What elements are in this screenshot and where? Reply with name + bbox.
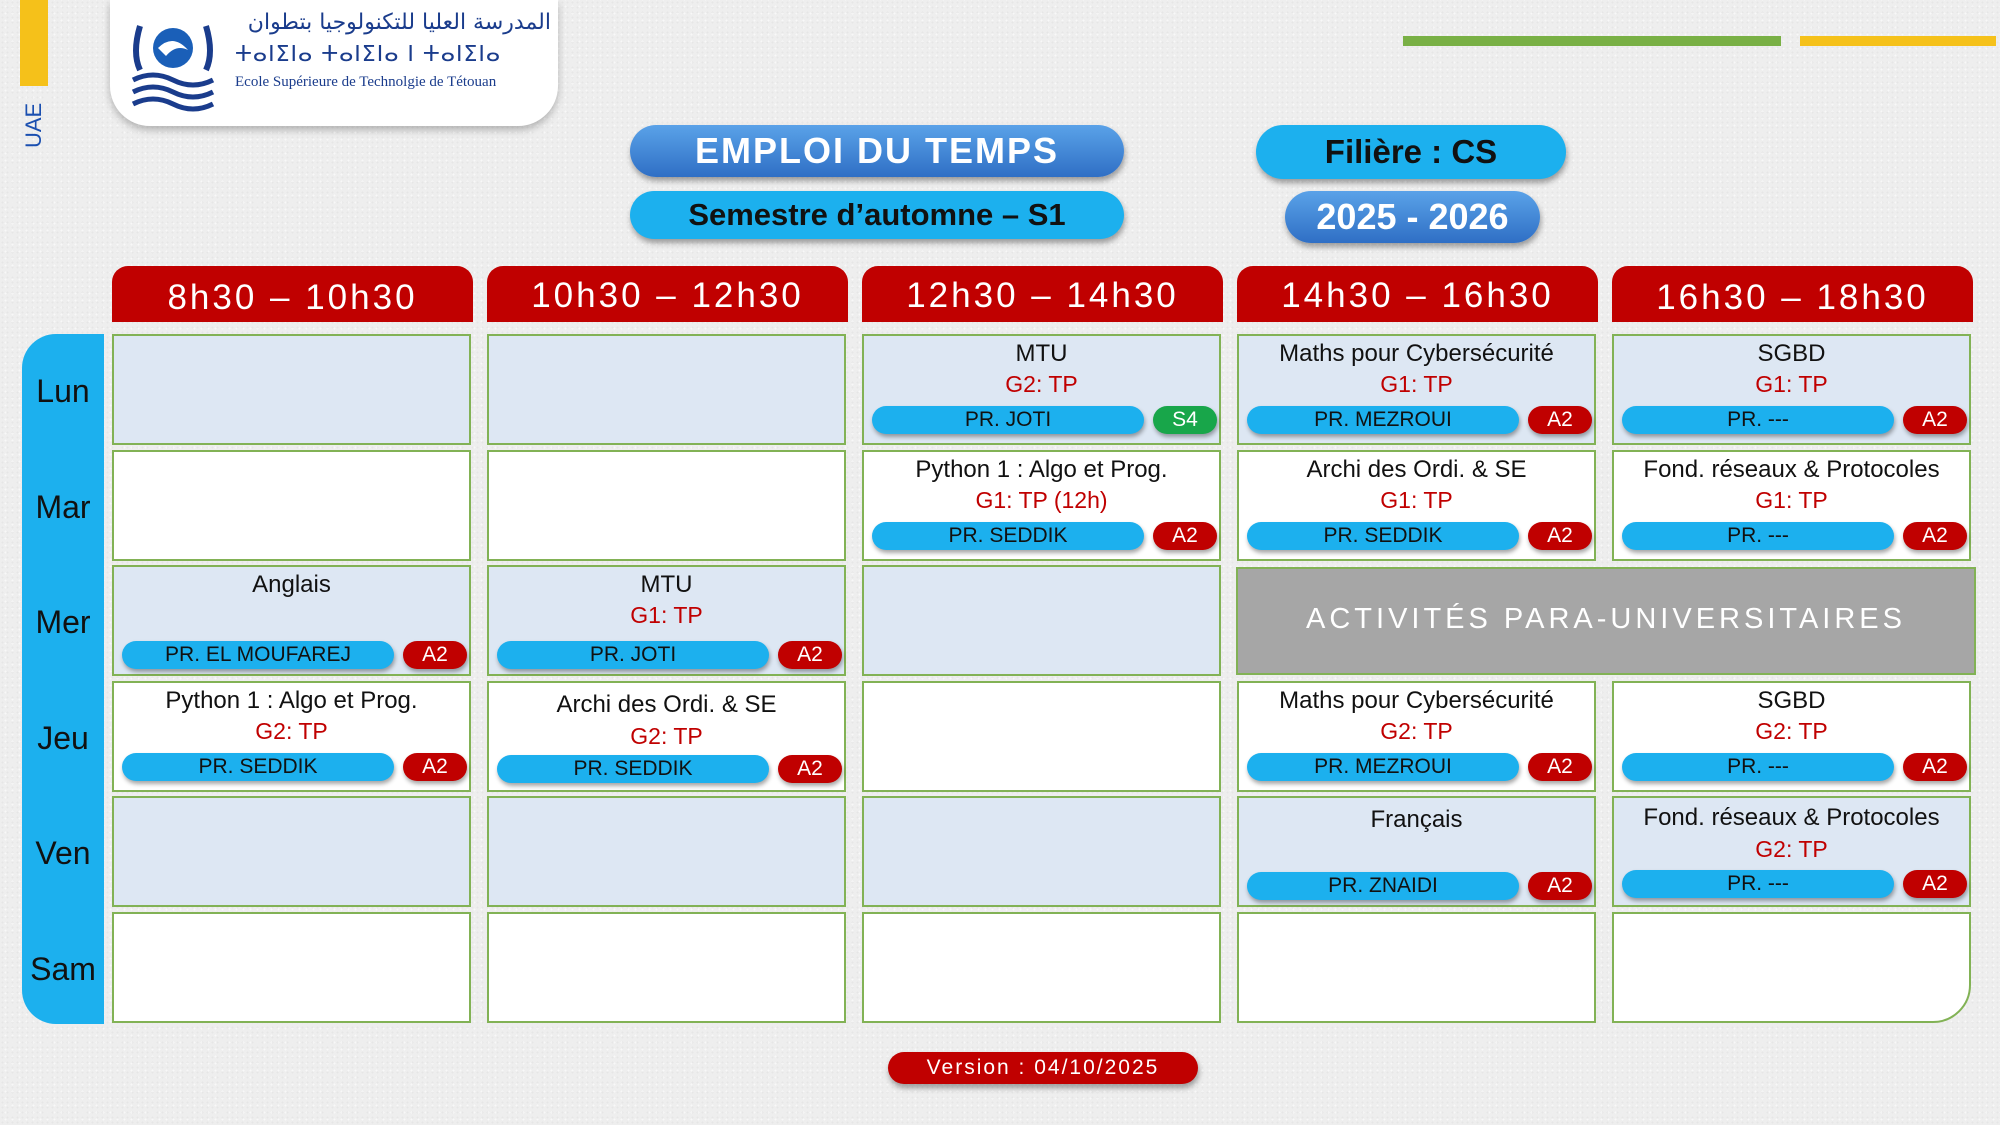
professor-badge: PR. ZNAIDI bbox=[1247, 872, 1519, 900]
side-label: UAE bbox=[21, 102, 46, 148]
course-name: Python 1 : Algo et Prog. bbox=[165, 687, 418, 714]
slot-jeu-4[interactable] bbox=[1237, 681, 1596, 792]
professor-badge: PR. --- bbox=[1622, 753, 1894, 781]
course-name: Archi des Ordi. & SE bbox=[1306, 456, 1527, 483]
course-group: G2: TP bbox=[630, 723, 703, 749]
slot-mar-5[interactable] bbox=[1612, 450, 1971, 561]
version-badge: Version : 04/10/2025 bbox=[888, 1052, 1198, 1084]
time-slot-header: 8h30 – 10h30 bbox=[112, 266, 473, 322]
professor-badge: PR. MEZROUI bbox=[1247, 753, 1519, 781]
page-title: EMPLOI DU TEMPS bbox=[630, 125, 1124, 177]
course-name: Maths pour Cybersécurité bbox=[1279, 340, 1554, 367]
course-name: Fond. réseaux & Protocoles bbox=[1643, 804, 1940, 831]
room-badge: A2 bbox=[1528, 872, 1592, 900]
course-name: Anglais bbox=[252, 571, 331, 598]
day-label-lun: Lun bbox=[36, 373, 90, 409]
time-slot-header: 12h30 – 14h30 bbox=[862, 266, 1223, 322]
slot-empty bbox=[862, 912, 1221, 1023]
semester-label: Semestre d’automne – S1 bbox=[630, 191, 1124, 239]
course-group: G1: TP bbox=[1755, 487, 1828, 513]
course-group: G2: TP bbox=[1755, 836, 1828, 862]
course-group: G2: TP bbox=[1380, 718, 1453, 744]
slot-ven-4[interactable] bbox=[1237, 796, 1596, 907]
professor-badge: PR. --- bbox=[1622, 406, 1894, 434]
professor-badge: PR. SEDDIK bbox=[122, 753, 394, 781]
time-slot-header: 16h30 – 18h30 bbox=[1612, 266, 1973, 322]
slot-empty bbox=[112, 796, 471, 907]
professor-badge: PR. SEDDIK bbox=[497, 755, 769, 783]
course-group: G2: TP bbox=[255, 718, 328, 744]
slot-jeu-1[interactable] bbox=[112, 681, 471, 792]
slot-ven-5[interactable] bbox=[1612, 796, 1971, 907]
slot-empty bbox=[487, 334, 846, 445]
slot-mar-4[interactable] bbox=[1237, 450, 1596, 561]
slot-empty bbox=[487, 912, 846, 1023]
room-badge: A2 bbox=[1528, 753, 1592, 781]
academic-year-label: 2025 - 2026 bbox=[1285, 191, 1540, 243]
course-name: Maths pour Cybersécurité bbox=[1279, 687, 1554, 714]
room-badge: A2 bbox=[403, 641, 467, 669]
course-name: Python 1 : Algo et Prog. bbox=[915, 456, 1168, 483]
room-badge: A2 bbox=[1528, 406, 1592, 434]
day-label-sam: Sam bbox=[30, 951, 96, 987]
course-name: Français bbox=[1370, 806, 1463, 833]
room-badge: A2 bbox=[778, 641, 842, 669]
room-badge: A2 bbox=[778, 755, 842, 783]
course-name: Fond. réseaux & Protocoles bbox=[1643, 456, 1940, 483]
course-group: G1: TP bbox=[1755, 371, 1828, 397]
logo-french-text: Ecole Supérieure de Technolgie de Tétouan bbox=[235, 74, 497, 90]
professor-badge: PR. --- bbox=[1622, 522, 1894, 550]
room-badge: A2 bbox=[1903, 753, 1967, 781]
logo-card bbox=[110, 0, 558, 126]
logo-arabic-text: المدرسة العليا للتكنولوجيا بتطوان bbox=[247, 10, 551, 35]
professor-badge: PR. MEZROUI bbox=[1247, 406, 1519, 434]
slot-empty bbox=[862, 565, 1221, 676]
logo-tifinagh-text: ⵜⴰⵏⵉⵏⴰ ⵜⴰⵏⵉⵏⴰ ⵏ ⵜⴰⵏⵉⵏⴰ bbox=[235, 42, 502, 67]
course-name: SGBD bbox=[1757, 340, 1826, 367]
filiere-label: Filière : CS bbox=[1256, 125, 1566, 179]
slot-empty bbox=[1237, 912, 1596, 1023]
day-label-mar: Mar bbox=[35, 489, 91, 525]
day-label-mer: Mer bbox=[35, 604, 91, 640]
course-group: G1: TP bbox=[630, 602, 703, 628]
room-badge: A2 bbox=[1903, 522, 1967, 550]
slot-empty bbox=[112, 912, 471, 1023]
professor-badge: PR. JOTI bbox=[872, 406, 1144, 434]
slot-lun-4[interactable] bbox=[1237, 334, 1596, 445]
room-badge: S4 bbox=[1153, 406, 1217, 434]
course-group: G1: TP bbox=[1380, 487, 1453, 513]
activity-banner: ACTIVITÉS PARA-UNIVERSITAIRES bbox=[1236, 567, 1976, 675]
course-name: Archi des Ordi. & SE bbox=[556, 691, 777, 718]
green-accent-bar bbox=[1403, 36, 1781, 46]
slot-empty bbox=[487, 450, 846, 561]
professor-badge: PR. --- bbox=[1622, 870, 1894, 898]
slot-empty bbox=[862, 681, 1221, 792]
slot-mer-1[interactable] bbox=[112, 565, 471, 676]
room-badge: A2 bbox=[403, 753, 467, 781]
slot-jeu-2[interactable] bbox=[487, 681, 846, 792]
slot-lun-5[interactable] bbox=[1612, 334, 1971, 445]
slot-mar-3[interactable] bbox=[862, 450, 1221, 561]
room-badge: A2 bbox=[1903, 406, 1967, 434]
slot-empty bbox=[1612, 912, 1971, 1023]
slot-mer-2[interactable] bbox=[487, 565, 846, 676]
course-name: MTU bbox=[1015, 340, 1068, 367]
slot-empty bbox=[487, 796, 846, 907]
slot-empty bbox=[112, 334, 471, 445]
course-name: SGBD bbox=[1757, 687, 1826, 714]
slot-empty bbox=[112, 450, 471, 561]
course-group: G2: TP bbox=[1755, 718, 1828, 744]
slot-jeu-5[interactable] bbox=[1612, 681, 1971, 792]
room-badge: A2 bbox=[1153, 522, 1217, 550]
day-label-jeu: Jeu bbox=[37, 720, 89, 756]
yellow-accent-bar-right bbox=[1800, 36, 1996, 46]
professor-badge: PR. JOTI bbox=[497, 641, 769, 669]
day-label-ven: Ven bbox=[35, 835, 91, 871]
professor-badge: PR. SEDDIK bbox=[1247, 522, 1519, 550]
time-slot-header: 14h30 – 16h30 bbox=[1237, 266, 1598, 322]
room-badge: A2 bbox=[1528, 522, 1592, 550]
slot-lun-3[interactable] bbox=[862, 334, 1221, 445]
professor-badge: PR. SEDDIK bbox=[872, 522, 1144, 550]
course-group: G2: TP bbox=[1005, 371, 1078, 397]
school-emblem-icon bbox=[118, 8, 228, 118]
professor-badge: PR. EL MOUFAREJ bbox=[122, 641, 394, 669]
course-name: MTU bbox=[640, 571, 693, 598]
slot-empty bbox=[862, 796, 1221, 907]
time-slot-header: 10h30 – 12h30 bbox=[487, 266, 848, 322]
room-badge: A2 bbox=[1903, 870, 1967, 898]
course-group: G1: TP bbox=[1380, 371, 1453, 397]
course-group: G1: TP (12h) bbox=[975, 487, 1108, 513]
yellow-accent-bar bbox=[20, 0, 48, 86]
